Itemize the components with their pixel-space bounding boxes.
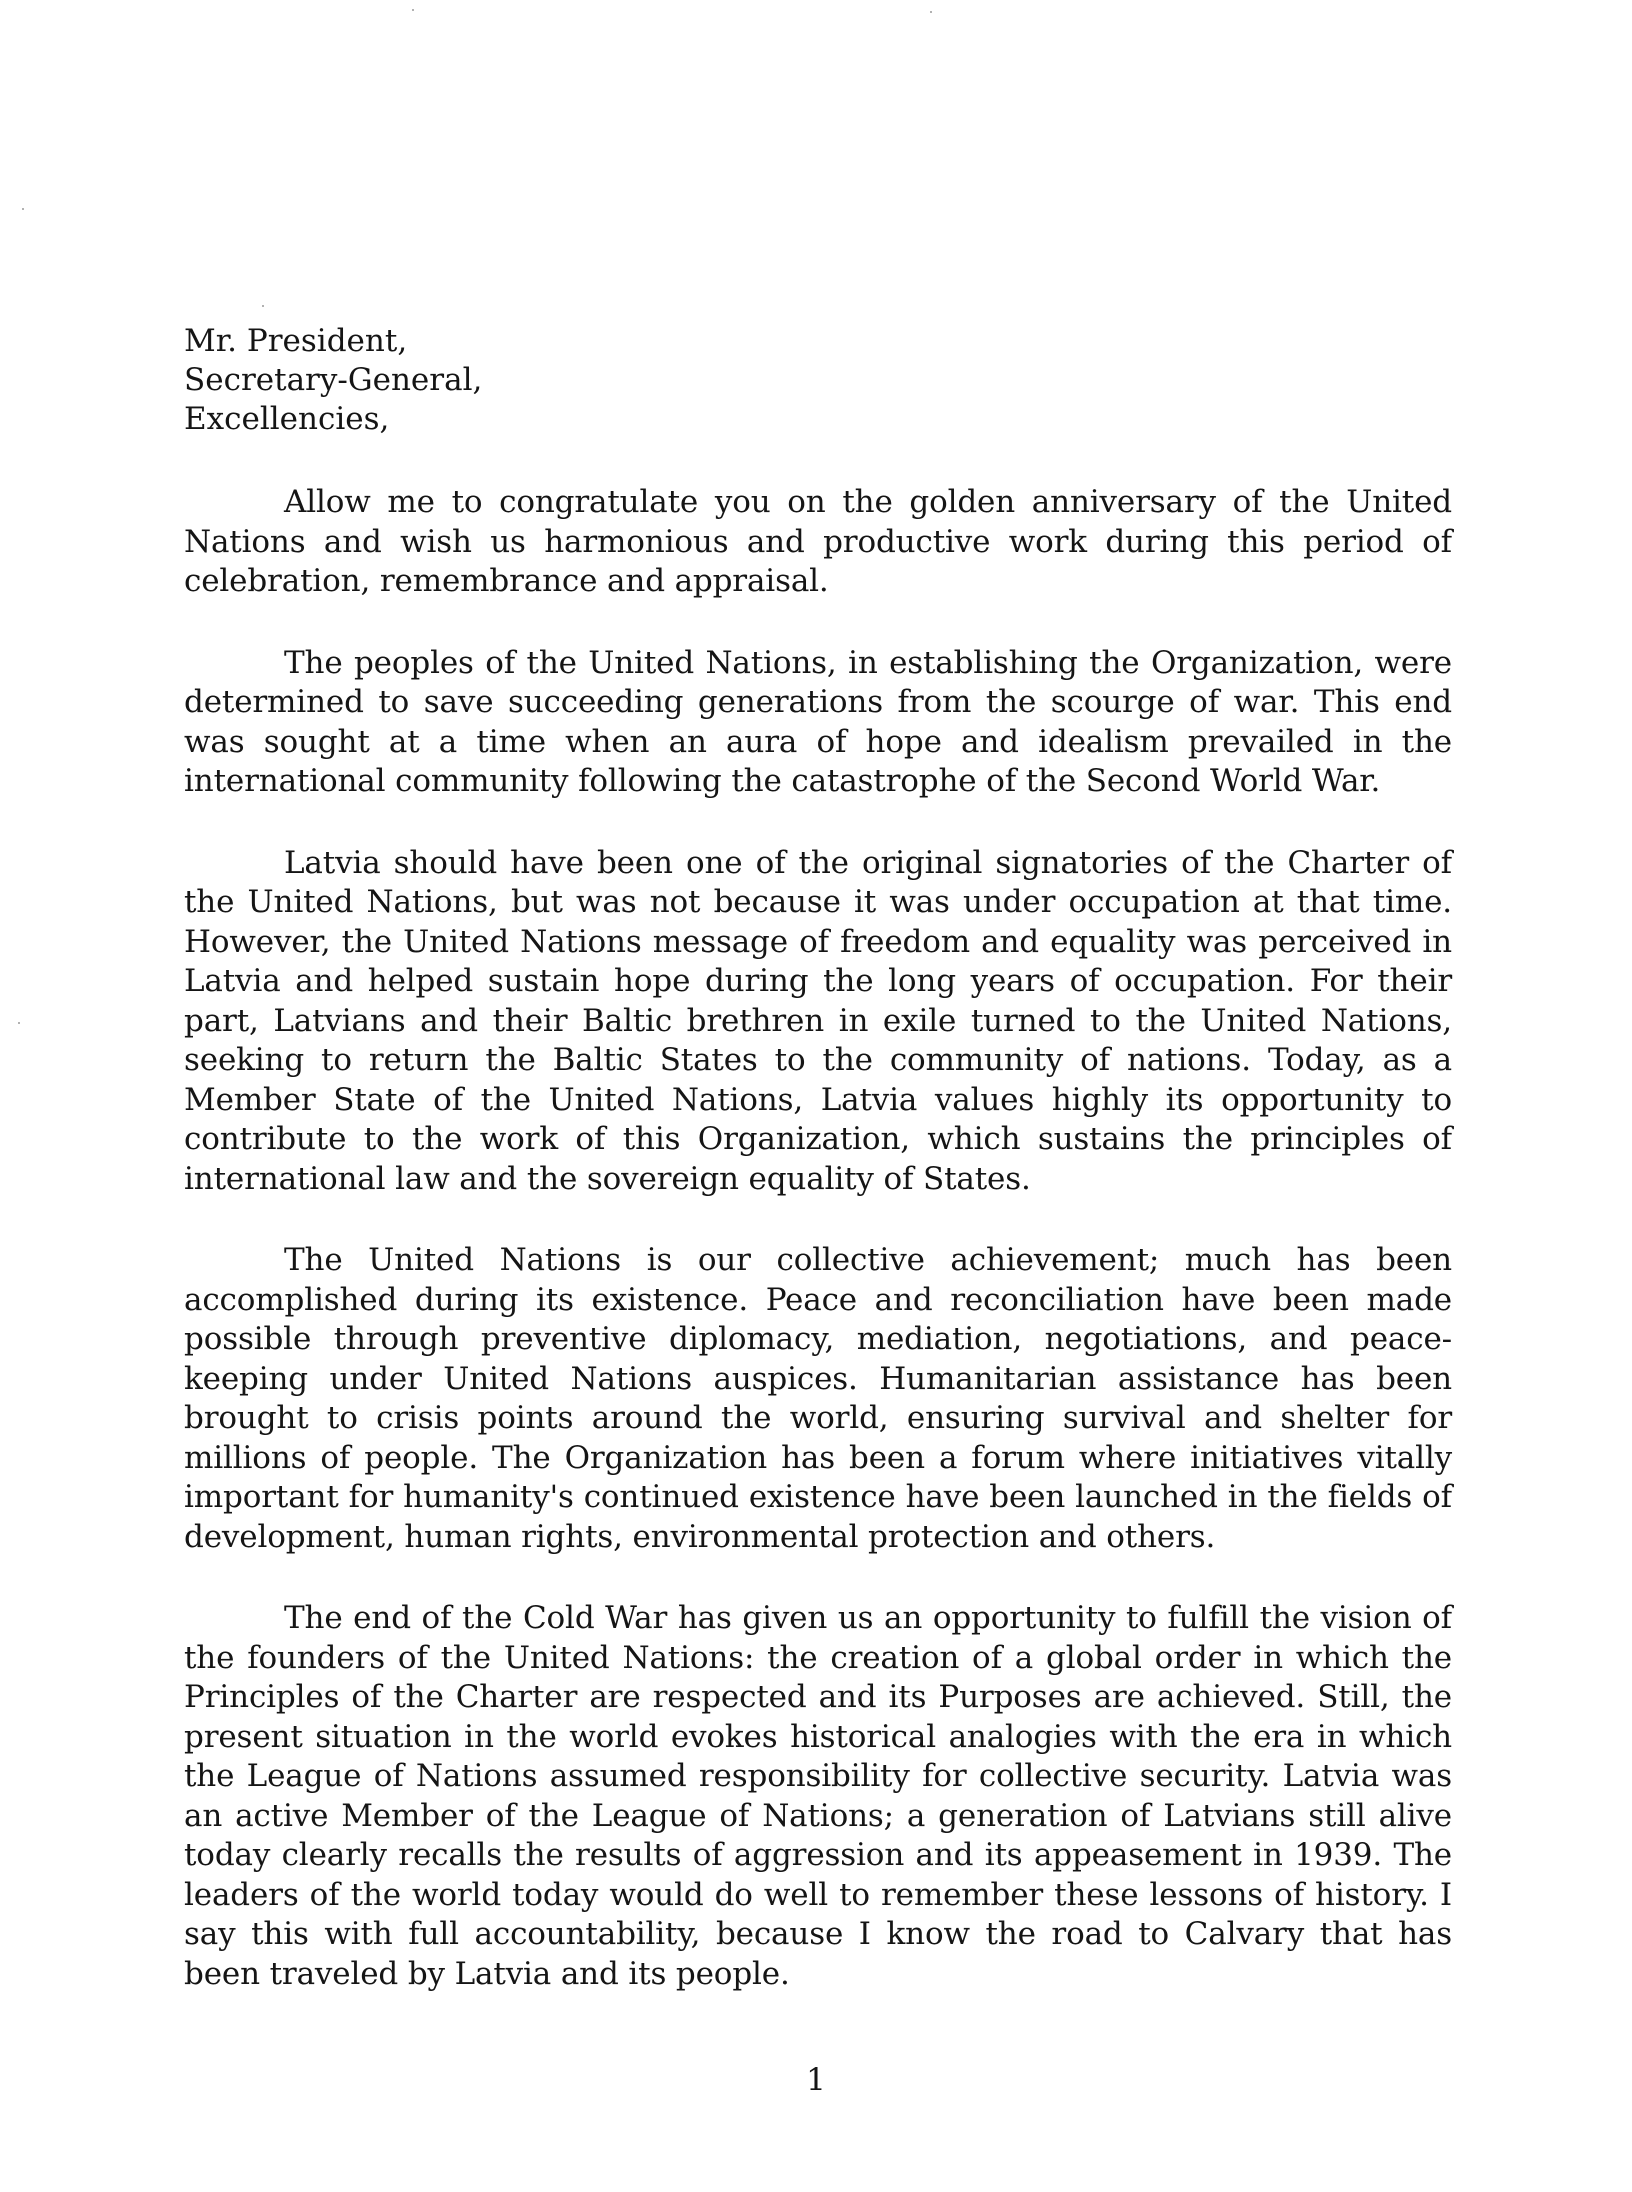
scan-speck — [412, 9, 414, 11]
paragraph: The peoples of the United Nations, in establishing the Organization, were determined to save succeeding generations from the scourge of war. This end was sought at a time when an aura of hope and idealism prevailed in the international community following the catastrophe of the Second World War. — [184, 644, 1452, 799]
salutation-line: Secretary-General, — [184, 362, 483, 398]
paragraph: Latvia should have been one of the original signatories of the Charter of the United Nations, but was not because it was under occupation at that time. However, the United Nations message of freedom and equality was perceived in Latvia and helped sustain hope during the long years of occupation. For their part, Latvians and their Baltic brethren in exile turned to the United Nations, seeking to return the Baltic States to the community of nations. Today, as a Member State of the United Nations, Latvia values highly its opportunity to contribute to the work of this Organization, which sustains the principles of international law and the sovereign equality of States. — [184, 844, 1452, 1197]
salutation — [184, 322, 1452, 439]
paragraph: The United Nations is our collective achievement; much has been accomplished during its existence. Peace and reconciliation have been made possible through preventive diplomacy, mediation, negotiations, and peace-keeping under United Nations auspices. Humanitarian assistance has been brought to crisis points around the world, ensuring survival and shelter for millions of people. The Organization has been a forum where initiatives vitally important for humanity's continued existence have been launched in the fields of development, human rights, environmental protection and others. — [184, 1242, 1452, 1555]
scan-speck — [18, 1022, 20, 1024]
salutation-line: Mr. President, — [184, 323, 408, 359]
page-number: 1 — [806, 2062, 826, 2098]
scan-speck — [262, 305, 264, 307]
paragraph: Allow me to congratulate you on the golden anniversary of the United Nations and wish us harmonious and productive work during this period of celebration, remembrance and appraisal. — [184, 484, 1452, 599]
scan-speck — [930, 11, 932, 13]
salutation-line: Excellencies, — [184, 401, 390, 437]
paragraph: The end of the Cold War has given us an opportunity to fulfill the vision of the founders of the United Nations: the creation of a global order in which the Principles of the Charter are respected and its Purposes are achieved. Still, the present situation in the world evokes historical analogies with the era in which the League of Nations assumed responsibility for collective security. Latvia was an active Member of the League of Nations; a generation of Latvians still alive today clearly recalls the results of aggression and its appeasement in 1939. The leaders of the world today would do well to remember these lessons of history. I say this with full accountability, because I know the road to Calvary that has been traveled by Latvia and its people. — [184, 1600, 1452, 1992]
document-body — [184, 322, 1452, 1994]
scan-speck — [22, 208, 24, 210]
